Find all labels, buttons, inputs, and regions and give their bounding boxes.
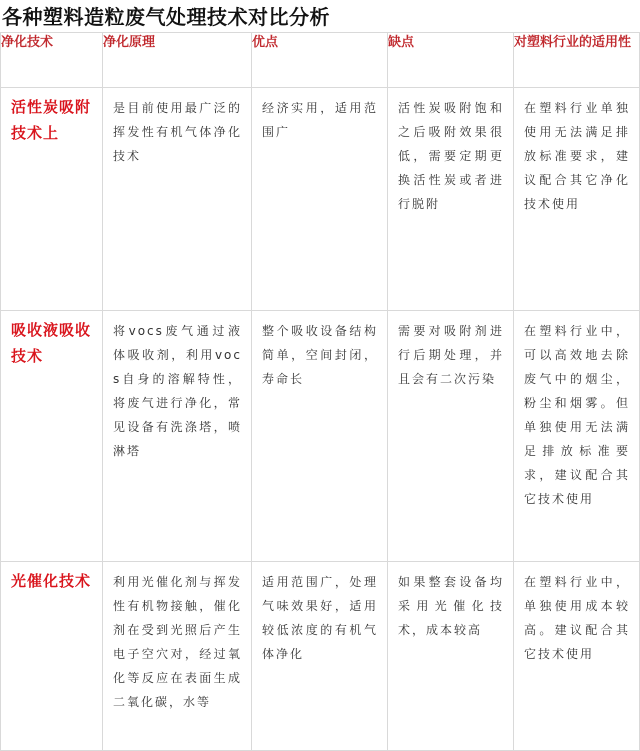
advantages-cell: 经济实用，适用范围广 <box>252 88 388 311</box>
principle-cell: 将vocs废气通过液体吸收剂，利用vocs自身的溶解特性，将废气进行净化，常见设备有洗涤塔，喷淋塔 <box>103 311 252 562</box>
advantages-cell: 适用范围广，处理气味效果好，适用较低浓度的有机气体净化 <box>252 562 388 751</box>
principle-cell: 是目前使用最广泛的挥发性有机气体净化技术 <box>103 88 252 311</box>
advantages-cell: 整个吸收设备结构简单，空间封闭，寿命长 <box>252 311 388 562</box>
technique-name: 吸收液吸收技术 <box>1 311 103 562</box>
principle-cell: 利用光催化剂与挥发性有机物接触，催化剂在受到光照后产生电子空穴对，经过氧化等反应在表面生成二氧化碳，水等 <box>103 562 252 751</box>
table-row <box>1 562 640 751</box>
table-row <box>1 88 640 311</box>
header-principle: 净化原理 <box>103 33 252 88</box>
disadvantages-cell: 需要对吸附剂进行后期处理，并且会有二次污染 <box>388 311 514 562</box>
disadvantages-cell: 如果整套设备均采用光催化技术，成本较高 <box>388 562 514 751</box>
header-technique: 净化技术 <box>1 33 103 88</box>
applicability-cell: 在塑料行业单独使用无法满足排放标准要求，建议配合其它净化技术使用 <box>514 88 640 311</box>
technique-name: 活性炭吸附技术上 <box>1 88 103 311</box>
header-disadvantages: 缺点 <box>388 33 514 88</box>
table-row <box>1 311 640 562</box>
comparison-table <box>0 32 640 751</box>
page-title: 各种塑料造粒废气处理技术对比分析 <box>2 5 330 29</box>
applicability-cell: 在塑料行业中，单独使用成本较高。建议配合其它技术使用 <box>514 562 640 751</box>
header-applicability: 对塑料行业的适用性 <box>514 33 640 88</box>
applicability-cell: 在塑料行业中，可以高效地去除废气中的烟尘，粉尘和烟雾。但单独使用无法满足排放标准要求，建议配合其它技术使用 <box>514 311 640 562</box>
header-advantages: 优点 <box>252 33 388 88</box>
disadvantages-cell: 活性炭吸附饱和之后吸附效果很低，需要定期更换活性炭或者进行脱附 <box>388 88 514 311</box>
technique-name: 光催化技术 <box>1 562 103 751</box>
table-header-row <box>1 33 640 88</box>
